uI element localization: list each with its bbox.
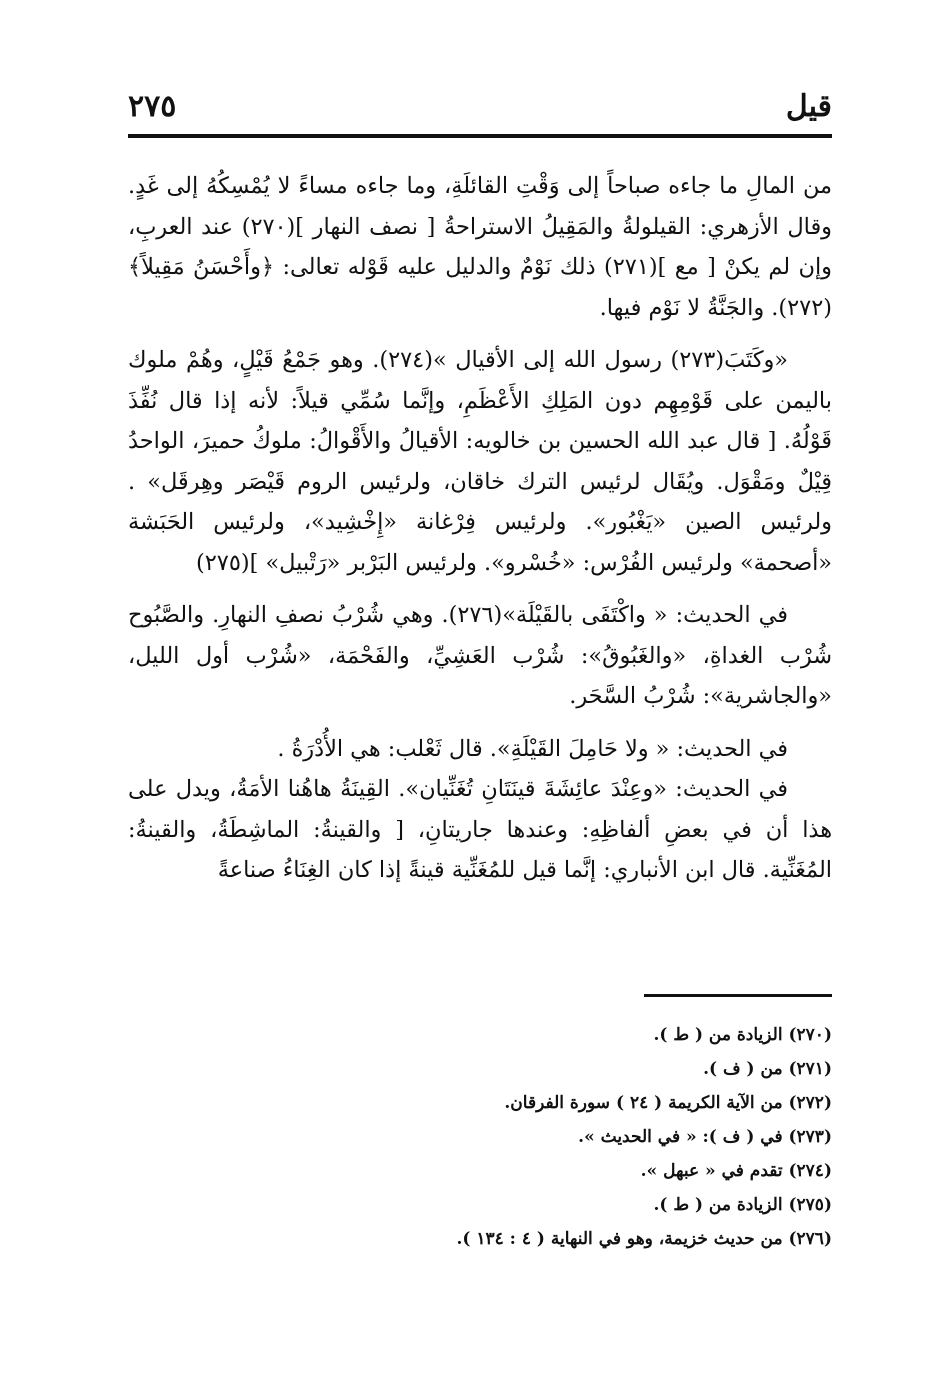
paragraph-qaylula: من المالِ ما جاءه صباحاً إلى وَقْتِ القائلَةِ، وما جاءه مساءً لا يُمْسِكُهُ إلى غَدٍ. وقال الأزهري: القيلولةُ والمَقِيلُ الاستراحةُ [ نصف النهار ](٢٧٠) عند العربِ، وإن لم يكنْ [ مع ](٢٧١) ذلك نَوْمٌ والدليل عليه قَوْله تعالى: ﴿وأَحْسَنُ مَقِيلاً﴾(٢٧٢). والجَنَّةُ لا نَوْم فيها.	[128, 173, 832, 321]
footnote-275: (٢٧٥) الزيادة من ( ط ).	[653, 1195, 832, 1215]
running-title: قيل	[785, 88, 832, 124]
paragraph-gap	[128, 583, 832, 595]
footnote-rule	[644, 994, 832, 997]
footnotes	[128, 1018, 832, 1256]
page-number: ٢٧٥	[128, 88, 177, 124]
footnote-272: (٢٧٢) من الآية الكريمة ( ٢٤ ) سورة الفرقان.	[504, 1093, 832, 1113]
paragraph-qayna: في الحديث: «وعِنْدَ عائِشَةَ قينَتَانِ تُغَنِّيان». القِينَةُ هاهُنا الأمَةُ، ويدل على هذا أن في بعضِ ألفاظِهِ: وعندها جاريتانِ، [ والقينةُ: الماشِطَةُ، والقينةُ: المُغَنِّية. قال ابن الأنباري: إنَّما قيل للمُغَنِّية قينةً إذا كان الغِنَاءُ صناعةً	[128, 776, 832, 883]
footnote-271: (٢٧١) من ( ف ).	[703, 1059, 832, 1079]
paragraph-gap	[128, 717, 832, 729]
paragraph-qayla: في الحديث: « واكْتَفَى بالقَيْلَة»(٢٧٦). وهي شُرْبُ نصفِ النهارِ. والصَّبُوح شُرْب الغداةِ، «والغَبُوقُ»: شُرْب العَشِيِّ، والفَحْمَة، «شُرْب أول الليل، «والجاشرية»: شُرْبُ السَّحَر.	[128, 602, 832, 709]
header-rule	[128, 134, 832, 138]
footnote-273: (٢٧٣) في ( ف ): « في الحديث ».	[578, 1127, 832, 1147]
body-text	[128, 166, 832, 891]
footnote-274: (٢٧٤) تقدم في « عبهل ».	[640, 1161, 832, 1181]
footnote-276: (٢٧٦) من حديث خزيمة، وهو في النهاية ( ٤ : ١٣٤ ).	[456, 1229, 832, 1249]
page-header	[128, 76, 832, 136]
paragraph-gap	[128, 328, 832, 340]
paragraph-udra: في الحديث: « ولا حَامِلَ القَيْلَةِ». قال ثَعْلب: هي الأُدْرَةُ .	[277, 735, 788, 762]
paragraph-aqyal: «وكَتَبَ(٢٧٣) رسول الله إلى الأقيال »(٢٧٤). وهو جَمْعُ قَيْلٍ، وهُمْ ملوك باليمن على قَوْمِهِم دون المَلِكِ الأَعْظَمِ، وإنَّما سُمِّي قيلاً: لأنه إذا قال نُفِّذَ قَوْلُهُ. [ قال عبد الله الحسين بن خالويه: الأقيالُ والأَقْوالُ: ملوكُ حميرَ، الواحدُ قِيْلٌ ومَقْوَل. ويُقَال لرئيس الترك خاقان، ولرئيس الروم قَيْصَر وهِرقَل» . ولرئيس الصين «يَغْبُور». ولرئيس فِرْغانة «إِخْشِيد»، ولرئيس الحَبَشة «أصحمة» ولرئيس الفُرْس: «خُسْرو». ولرئيس البَرْبر «رَتْبيل» ](٢٧٥)	[128, 347, 832, 576]
footnote-270: (٢٧٠) الزيادة من ( ط ).	[653, 1025, 832, 1045]
